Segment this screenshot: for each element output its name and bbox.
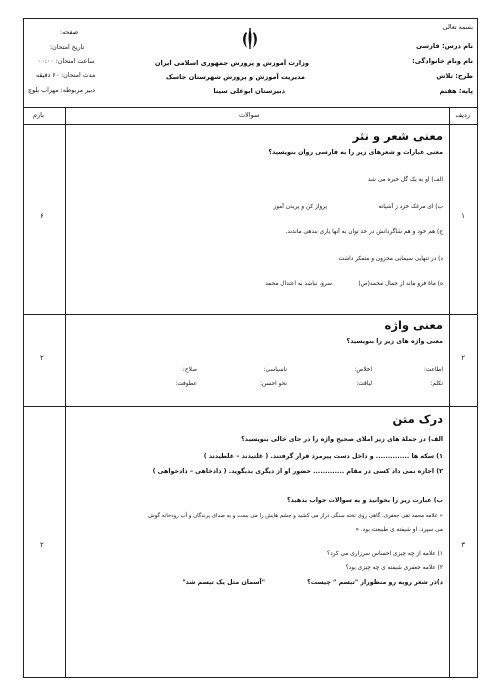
column-questions-header: سوالات <box>239 111 260 119</box>
vocab-word: لیاقت: <box>356 381 372 387</box>
section-title: درک متن <box>392 412 443 426</box>
exam-header <box>24 19 477 108</box>
sub-question-1: ۱) علامه از چه چیزی احساس سرزاری می کرد؟ <box>327 551 443 557</box>
poem-quote: "آسمان مثل یک تبسم شد" <box>182 579 265 586</box>
grade-label: پایه: هفتم <box>439 87 473 95</box>
question-item-d: د) در تنهایی سیمایی محزون و متفکر داشت <box>338 256 443 262</box>
question-item-e-second: سرو، نباشد به اعتدال محمد <box>265 281 332 287</box>
section-title: معنی شعر و نثر <box>352 129 443 143</box>
sub-question-3: د)در شعر روبه رو منظوراز "تبسم " چیست؟ <box>307 579 443 586</box>
question-item-b-first: ب) ای مرغک خرد ز آشیانه <box>378 204 443 210</box>
school-name: دبیرستان ابوعلی سینا <box>213 87 285 95</box>
table-header <box>24 107 477 125</box>
student-name-field: نام ونام خانوادگی: <box>412 57 473 65</box>
vocab-word: ناسپاسی: <box>263 367 287 373</box>
question-instruction: معنی واژه های زیر را بنویسید؟ <box>346 338 443 345</box>
directorate-name: مدیریت آموزش و پرورش شهرستان جاسک <box>165 73 305 81</box>
question-row-1 <box>24 124 477 315</box>
part-a-item-2: ۲) اجازه نمی داد کسی در مقام ............. حضور او از دیگری بدبگوید. ( دادخاهی – دادخواهی ) <box>152 468 443 475</box>
column-row-header: ردیف <box>455 111 470 119</box>
vocab-word: عطوفت: <box>175 381 197 387</box>
part-a-item-1: ۱) سکه ها .............. و داخل دست پیرمرد قرار گرفتند. ( غلتیدند – غلطیدند ) <box>203 453 443 460</box>
vocab-word: اخلاص: <box>354 367 372 373</box>
passage-line-1: « علامه محمد تقی جعفری، گاهی روی تخته سنگی دراز می کشید و چشم هایش را می بست و به صدای پرندگان و آب رودخانه گوش <box>148 513 443 519</box>
ministry-name: وزارت آموزش و پرورش جمهوری اسلامی ایران <box>154 59 309 67</box>
exam-duration-label: مدت امتحان: ۶۰ دقیقه <box>36 72 96 79</box>
row-number: ۳ <box>461 541 465 549</box>
row-number: ۲ <box>461 354 465 362</box>
question-item-a: الف) او به یک گل خبره می شد <box>367 177 443 183</box>
bismillah: بسمه تعالی <box>442 24 473 31</box>
course-name: نام درس: فارسی <box>415 42 473 50</box>
part-b-instruction: ب) عبارت زیر را بخوانید و به سوالات جواب بدهید؟ <box>286 497 443 504</box>
passage-line-2: می سپرد. او شیفته ی طبیعت بود. » <box>355 527 443 533</box>
sub-question-2: ۲) علامه جعفری شیفته ی چه چیزی بود؟ <box>345 565 443 571</box>
question-instruction: معنی عبارات و شعرهای زیر را به فارسی روان بنویسید؟ <box>268 149 443 156</box>
column-score-header: بارم <box>33 111 44 119</box>
question-item-e-first: ه) ماهٔ فرو ماند از جمال محمد(ص) <box>358 281 443 287</box>
part-a-instruction: الف) در جملهٔ های زیر املای صحیح واژه را در جای خالی بنویسید؟ <box>241 436 443 443</box>
section-title: معنی واژه <box>384 318 443 332</box>
score-value: ۲ <box>40 354 44 362</box>
vocab-word: نحو احسن: <box>260 381 287 387</box>
vocab-word: تکلم: <box>430 381 443 387</box>
question-item-b-second: پرواز کن و پریدن آموز <box>273 204 327 210</box>
vocab-word: صلاح: <box>182 367 197 373</box>
exam-time-label: ساعت امتحان: ۰۰:۰۰ <box>38 58 95 65</box>
page-label: صفحه: <box>60 29 79 36</box>
iran-emblem-icon <box>237 26 263 52</box>
question-row-3 <box>24 406 477 679</box>
question-item-c: ج) هم خود و هم شاگردانش در حد توان به آنها یاری بندهی ماندند. <box>285 229 443 235</box>
row-number: ۱ <box>461 212 465 220</box>
exam-date-label: تاریخ امتحان: <box>50 44 85 51</box>
designer-label: طرح: تلاش <box>436 72 473 80</box>
teacher-label: دبیر مربوطه: مهراب بلوچ <box>28 87 95 94</box>
score-value: ۶ <box>40 212 44 220</box>
question-row-2 <box>24 314 477 407</box>
exam-sheet <box>23 18 478 678</box>
score-value: ۲ <box>40 541 44 549</box>
vocab-word: اطاعت: <box>423 367 443 373</box>
